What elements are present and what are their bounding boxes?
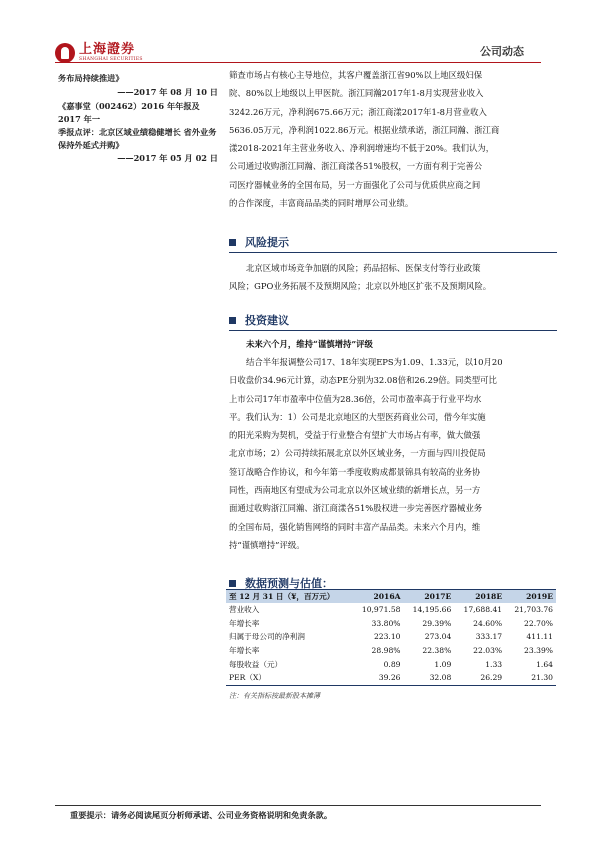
table-row (226, 657, 556, 671)
table-row (226, 644, 556, 658)
intro-paragraph (229, 66, 557, 212)
invest-section-rule (229, 330, 557, 331)
table-cell: 23.39% (524, 646, 553, 656)
text-line: 上市公司17年市盈率中位值为28.36倍，公司市盈率高于行业平均水 (229, 393, 482, 404)
table-row (226, 603, 556, 617)
text-line: 北京市场；2）公司持续拓展北京以外区域业务，一方面与四川投促局 (229, 448, 486, 459)
table-row (226, 630, 556, 644)
text-line: 筛查市场占有核心主导地位，其客户覆盖浙江省90%以上地区级妇保 (229, 70, 483, 80)
table-cell: 每股收益（元） (229, 659, 283, 669)
forecast-table (226, 589, 556, 686)
table-note: 注：有关指标按最新股本摊薄 (229, 692, 320, 700)
sidebar-report-a (58, 72, 218, 85)
sidebar-line: 《嘉事堂（002462）2016 年年报及 2017 年一 (58, 101, 200, 124)
table-cell: 22.70% (524, 618, 553, 628)
text-line: 的全国布局，强化销售网络的同时丰富产品品类。未来六个月内，维 (229, 521, 481, 532)
invest-title: 投资建议 (245, 314, 289, 327)
table-cell: 0.89 (383, 659, 401, 669)
invest-paragraph (229, 353, 557, 554)
table-cell: 223.10 (373, 632, 401, 642)
text-line: 院、80%以上地级以上甲医院。浙江同瀚2017年1-8月实现营业收入 (229, 88, 484, 99)
table-cell: 年增长率 (229, 646, 260, 656)
sidebar-line: 保持外延式并购》 (58, 140, 124, 150)
text-line: 面通过收购浙江同瀚、浙江商漾各51%股权进一步完善医疗器械业务 (229, 503, 483, 514)
text-line: 的合作深度，丰富商品品类的同时增厚公司业绩。 (229, 198, 414, 209)
table-cell: 24.60% (473, 618, 503, 628)
table-cell: 1.33 (485, 659, 503, 669)
table-cell: 22.38% (422, 646, 452, 656)
sidebar-line: 季报点评：北京区域业绩稳健增长 省外业务 (58, 127, 217, 137)
table-header-cell: 2018E (454, 590, 505, 604)
text-line: 司医疗器械业务的全国布局，另一方面强化了公司与优质供应商之间 (229, 179, 481, 190)
table-cell: 21,703.76 (514, 605, 553, 615)
table-cell: 21.30 (505, 671, 556, 685)
sidebar-line: 务布局持续推进》 (58, 73, 124, 83)
text-line: 签订战略合作协议，和今年第一季度收购成都景锦具有较高的业务协 (229, 466, 481, 477)
table-row (226, 617, 556, 631)
text-line: 日收盘价34.96元计算，动态PE分别为32.08倍和26.29倍。同类型可比 (229, 375, 497, 386)
sidebar-date-a: ——2017 年 08 月 10 日 (117, 87, 218, 97)
logo-en: SHANGHAI SECURITIES (79, 57, 143, 63)
header-section-title: 公司动态 (480, 45, 524, 58)
section-bullet-icon (229, 580, 236, 587)
risk-section-rule (229, 252, 557, 253)
logo-cn: 上海證券 (79, 42, 136, 58)
table-cell: 411.11 (526, 632, 553, 642)
table-header-cell: 2019E (505, 590, 556, 604)
table-cell: 1.09 (434, 659, 452, 669)
table-cell: 归属于母公司的净利润 (229, 632, 305, 642)
table-cell: 29.39% (422, 618, 452, 628)
table-row (226, 671, 556, 685)
risk-paragraph (229, 259, 557, 296)
table-cell: 333.17 (475, 632, 503, 642)
section-bullet-icon (229, 239, 236, 246)
risk-title: 风险提示 (245, 236, 289, 249)
footer-disclaimer: 重要提示：请务必阅读尾页分析师承诺、公司业务资格说明和免责条款。 (70, 810, 333, 820)
text-line: 同性，西南地区有望成为公司北京以外区域业绩的新增长点，另一方 (229, 485, 481, 496)
text-line: 5636.05万元，净利润1022.86万元。根据业绩承诺，浙江同瀚、浙江商 (229, 124, 500, 135)
table-cell: 营业收入 (229, 605, 260, 615)
text-line: 的阳光采购为契机，受益于行业整合有望扩大市场占有率，做大做强 (229, 430, 481, 441)
table-header-row (226, 590, 556, 604)
section-bullet-icon (229, 317, 236, 324)
sidebar-report-b (58, 100, 218, 152)
text-line: 结合半年报调整公司17、18年实现EPS为1.09、1.33元，以10月20 (246, 357, 503, 367)
table-cell: 32.08 (404, 671, 455, 685)
forecast-title: 数据预测与估值： (245, 577, 333, 590)
table-cell: PER（X） (226, 671, 353, 685)
text-line: 风险；GPO业务拓展不及预期风险；北京以外地区扩张不及预期风险。 (229, 281, 492, 292)
table-header-cell: 2016A (353, 590, 404, 604)
table-cell: 1.64 (536, 659, 553, 669)
header-divider (55, 62, 541, 63)
table-cell: 年增长率 (229, 618, 260, 628)
invest-subtitle: 未来六个月，维持“谨慎增持”评级 (246, 339, 373, 349)
table-cell: 33.80% (371, 618, 401, 628)
table-header-cell: 至 12 月 31 日（¥，百万元） (226, 590, 353, 604)
invest-section-heading (229, 312, 289, 328)
table-cell: 26.29 (454, 671, 505, 685)
table-cell: 39.26 (353, 671, 404, 685)
text-line: 北京区域市场竞争加剧的风险；药品招标、医保支付等行业政策 (246, 263, 481, 273)
footer-divider (55, 805, 541, 806)
sidebar-related-reports (58, 72, 218, 164)
table-cell: 28.98% (371, 646, 401, 656)
table-cell: 14,195.66 (412, 605, 452, 615)
table-cell: 273.04 (424, 632, 452, 642)
logo-mark-icon (55, 43, 75, 63)
table-cell: 17,688.41 (463, 605, 503, 615)
text-line: 漾2018-2021年主营业务收入、净利润增速均不低于20%。我们认为， (229, 143, 495, 154)
table-cell: 22.03% (473, 646, 503, 656)
table-cell: 10,971.58 (361, 605, 401, 615)
text-line: 持“谨慎增持”评级。 (229, 539, 305, 550)
text-line: 公司通过收购浙江同瀚、浙江商漾各51%股权，一方面有利于完善公 (229, 161, 483, 172)
text-line: 平。我们认为：1）公司是北京地区的大型医药商业公司，借今年实施 (229, 411, 486, 422)
text-line: 3242.26万元，净利润675.66万元；浙江商漾2017年1-8月营业收入 (229, 106, 487, 117)
sidebar-date-b: ——2017 年 05 月 02 日 (117, 153, 218, 163)
table-header-cell: 2017E (404, 590, 455, 604)
risk-section-heading (229, 234, 289, 250)
